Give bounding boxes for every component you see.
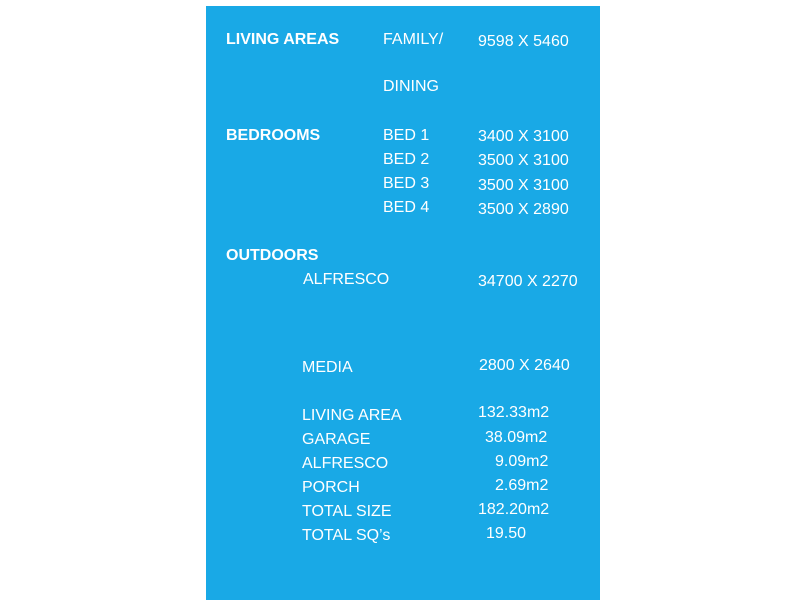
bed-3-size: 3500 X 3100 bbox=[478, 177, 569, 194]
area-value-porch: 2.69m2 bbox=[495, 477, 549, 494]
living-areas-heading: LIVING AREAS bbox=[226, 31, 340, 48]
area-value-total-squares: 19.50 bbox=[486, 525, 527, 542]
area-value-alfresco: 9.09m2 bbox=[495, 453, 549, 470]
bed-2-label: BED 2 bbox=[383, 151, 430, 168]
area-value-garage: 38.09m2 bbox=[485, 429, 548, 446]
bed-3-label: BED 3 bbox=[383, 175, 430, 192]
living-areas-size: 9598 X 5460 bbox=[478, 33, 569, 50]
area-label-total-squares: TOTAL SQ’s bbox=[302, 527, 391, 544]
bed-2-size: 3500 X 3100 bbox=[478, 152, 569, 169]
bed-4-label: BED 4 bbox=[383, 199, 430, 216]
bedrooms-heading: BEDROOMS bbox=[226, 127, 321, 144]
outdoors-heading: OUTDOORS bbox=[226, 247, 319, 264]
bed-4-size: 3500 X 2890 bbox=[478, 201, 569, 218]
bed-1-label: BED 1 bbox=[383, 127, 430, 144]
bed-1-size: 3400 X 3100 bbox=[478, 128, 569, 145]
area-value-living-area: 132.33m2 bbox=[478, 404, 550, 421]
area-label-alfresco: ALFRESCO bbox=[302, 455, 389, 472]
area-value-total-size: 182.20m2 bbox=[478, 501, 550, 518]
area-label-porch: PORCH bbox=[302, 479, 360, 496]
outdoor-alfresco-size: 34700 X 2270 bbox=[478, 273, 578, 290]
media-size: 2800 X 2640 bbox=[479, 357, 570, 374]
dining-label: DINING bbox=[383, 78, 439, 95]
media-label: MEDIA bbox=[302, 359, 353, 376]
family-label: FAMILY/ bbox=[383, 31, 444, 48]
outdoor-alfresco-label: ALFRESCO bbox=[303, 271, 390, 288]
area-label-living-area: LIVING AREA bbox=[302, 407, 402, 424]
area-label-total-size: TOTAL SIZE bbox=[302, 503, 392, 520]
area-label-garage: GARAGE bbox=[302, 431, 371, 448]
